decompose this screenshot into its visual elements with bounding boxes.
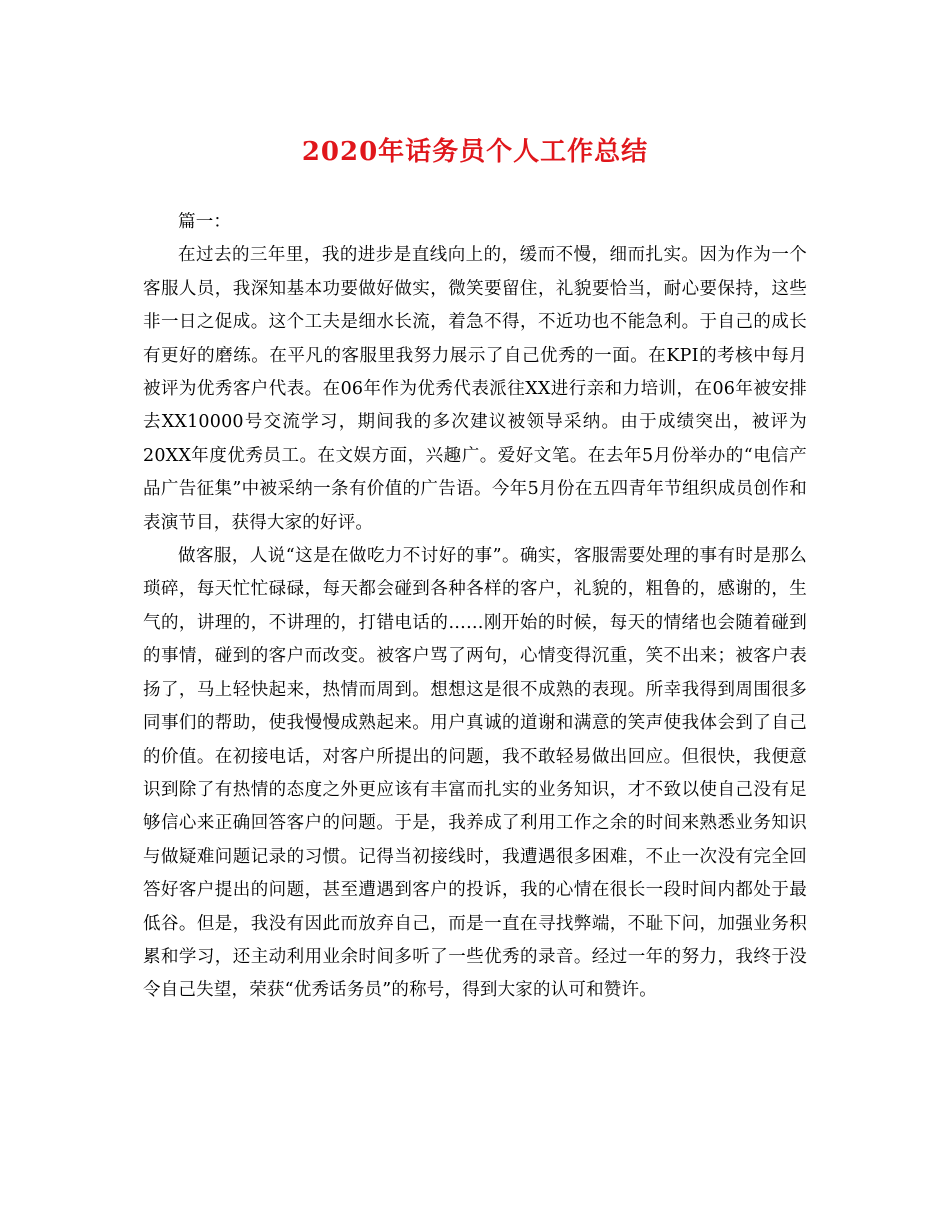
document-title: 2020年话务员个人工作总结 xyxy=(301,137,649,167)
body-paragraph: 做客服，人说“这是在做吃力不讨好的事”。确实，客服需要处理的事有时是那么琐碎，每天忙忙碌碌，每天都会碰到各种各样的客户，礼貌的，粗鲁的，感谢的，生气的，讲理的，不讲理的，打错电话的……刚开始的时候，每天的情绪也会随着碰到的事情，碰到的客户而改变。被客户骂了两句，心情变得沉重，笑不出来；被客户表扬了，马上轻快起来，热情而周到。想想这是很不成熟的表现。所幸我得到周围很多同事们的帮助，使我慢慢成熟起来。用户真诚的道谢和满意的笑声使我体会到了自己的价值。在初接电话，对客户所提出的问题，我不敢轻易做出回应。但很快，我便意识到除了有热情的态度之外更应该有丰富而扎实的业务知识，才不致以使自己没有足够信心来正确回答客户的问题。于是，我养成了利用工作之余的时间来熟悉业务知识与做疑难问题记录的习惯。记得当初接线时，我遭遇很多困难，不止一次没有完全回答好客户提出的问题，甚至遭遇到客户的投诉，我的心情在很长一段时间内都处于最低谷。但是，我没有因此而放弃自己，而是一直在寻找弊端，不耻下问，加强业务积累和学习，还主动利用业余时间多听了一些优秀的录音。经过一年的努力，我终于没令自己失望，荣获“优秀话务员”的称号，得到大家的认可和赞许。 xyxy=(143,546,807,1001)
document-body xyxy=(143,206,807,1008)
body-paragraph: 在过去的三年里，我的进步是直线向上的，缓而不慢，细而扎实。因为作为一个客服人员，我深知基本功要做好做实，微笑要留住，礼貌要恰当，耐心要保持，这些非一日之促成。这个工夫是细水长流，着急不得，不近功也不能急利。于自己的成长有更好的磨练。在平凡的客服里我努力展示了自己优秀的一面。在KPI的考核中每月被评为优秀客户代表。在06年作为优秀代表派往XX进行亲和力培训，在06年被安排去XX10000号交流学习，期间我的多次建议被领导采纳。由于成绩突出，被评为20XX年度优秀员工。在文娱方面，兴趣广。爱好文笔。在去年5月份举办的“电信产品广告征集”中被采纳一条有价值的广告语。今年5月份在五四青年节组织成员创作和表演节目，获得大家的好评。 xyxy=(143,245,807,533)
section-heading: 篇一： xyxy=(178,212,232,232)
